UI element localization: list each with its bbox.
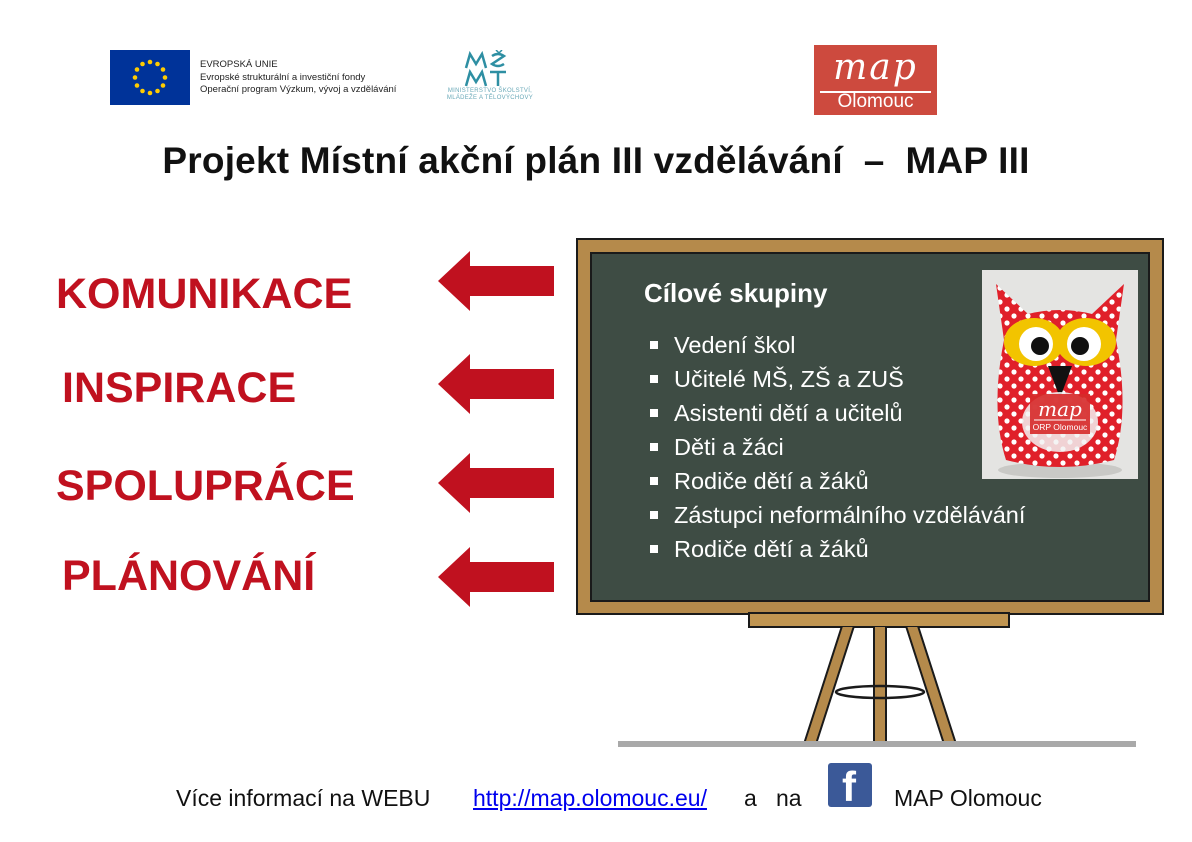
msmt-caption (436, 88, 544, 102)
label-inspirace: INSPIRACE (62, 364, 297, 412)
list-item (648, 498, 1025, 532)
msmt-caption-line: MLÁDEŽE A TĚLOVÝCHOVY (446, 95, 534, 101)
left-arrow-icon (438, 547, 554, 607)
list-item-text: Rodiče dětí a žáků (674, 468, 869, 494)
easel-legs (790, 626, 970, 756)
bullet-icon (650, 341, 658, 349)
photo-tag-script: map (1038, 397, 1082, 421)
bullet-icon (650, 375, 658, 383)
map-logo-script: map (833, 47, 918, 88)
footer-facebook-label[interactable]: MAP Olomouc (894, 785, 1042, 811)
list-item (648, 532, 1025, 566)
page-title: Projekt Místní akční plán III vzdělávání – MAP III (162, 140, 1030, 181)
eu-program-text (200, 59, 396, 97)
photo-tag-line: ORP Olomouc (1032, 422, 1088, 432)
list-item (648, 464, 1025, 498)
eu-flag-icon (110, 50, 190, 105)
bullet-icon (650, 511, 658, 519)
eu-line: Evropské strukturální a investiční fondy (200, 71, 366, 83)
msmt-logo-icon (460, 50, 520, 88)
target-groups-list (648, 328, 1025, 566)
footer-prefix: Více informací na WEBU (176, 785, 431, 811)
eu-line: EVROPSKÁ UNIE (200, 59, 278, 70)
list-item (648, 328, 1025, 362)
left-arrow-icon (438, 453, 554, 513)
list-item-text: Vedení škol (674, 332, 796, 358)
footer-mid-text: a na (744, 785, 802, 811)
left-arrow-icon (438, 354, 554, 414)
bullet-icon (650, 545, 658, 553)
floor-line (618, 741, 1136, 747)
label-spoluprace: SPOLUPRÁCE (56, 462, 355, 510)
map-olomouc-logo (814, 45, 937, 115)
label-komunikace: KOMUNIKACE (56, 270, 353, 318)
list-item-text: Děti a žáci (674, 434, 784, 460)
msmt-caption-line: MINISTERSTVO ŠKOLSTVÍ, (447, 88, 533, 94)
board-heading: Cílové skupiny (644, 278, 828, 308)
list-item-text: Zástupci neformálního vzdělávání (674, 502, 1026, 528)
list-item (648, 396, 1025, 430)
eu-line: Operační program Výzkum, vývoj a vzdělávání (200, 84, 397, 95)
list-item-text: Učitelé MŠ, ZŠ a ZUŠ (674, 366, 904, 392)
bullet-icon (650, 477, 658, 485)
facebook-icon[interactable]: f (828, 763, 872, 807)
label-planovani: PLÁNOVÁNÍ (62, 552, 316, 600)
list-item (648, 362, 1025, 396)
left-arrow-icon (438, 251, 554, 311)
bullet-icon (650, 409, 658, 417)
list-item-text: Asistenti dětí a učitelů (674, 400, 903, 426)
msmt-logo (436, 50, 544, 106)
owl-mascot-photo (982, 270, 1138, 479)
map-logo-city: Olomouc (837, 91, 914, 112)
list-item-text: Rodiče dětí a žáků (674, 536, 869, 562)
bullet-icon (650, 443, 658, 451)
footer-website-link[interactable]: http://map.olomouc.eu/ (473, 785, 707, 811)
list-item (648, 430, 1025, 464)
